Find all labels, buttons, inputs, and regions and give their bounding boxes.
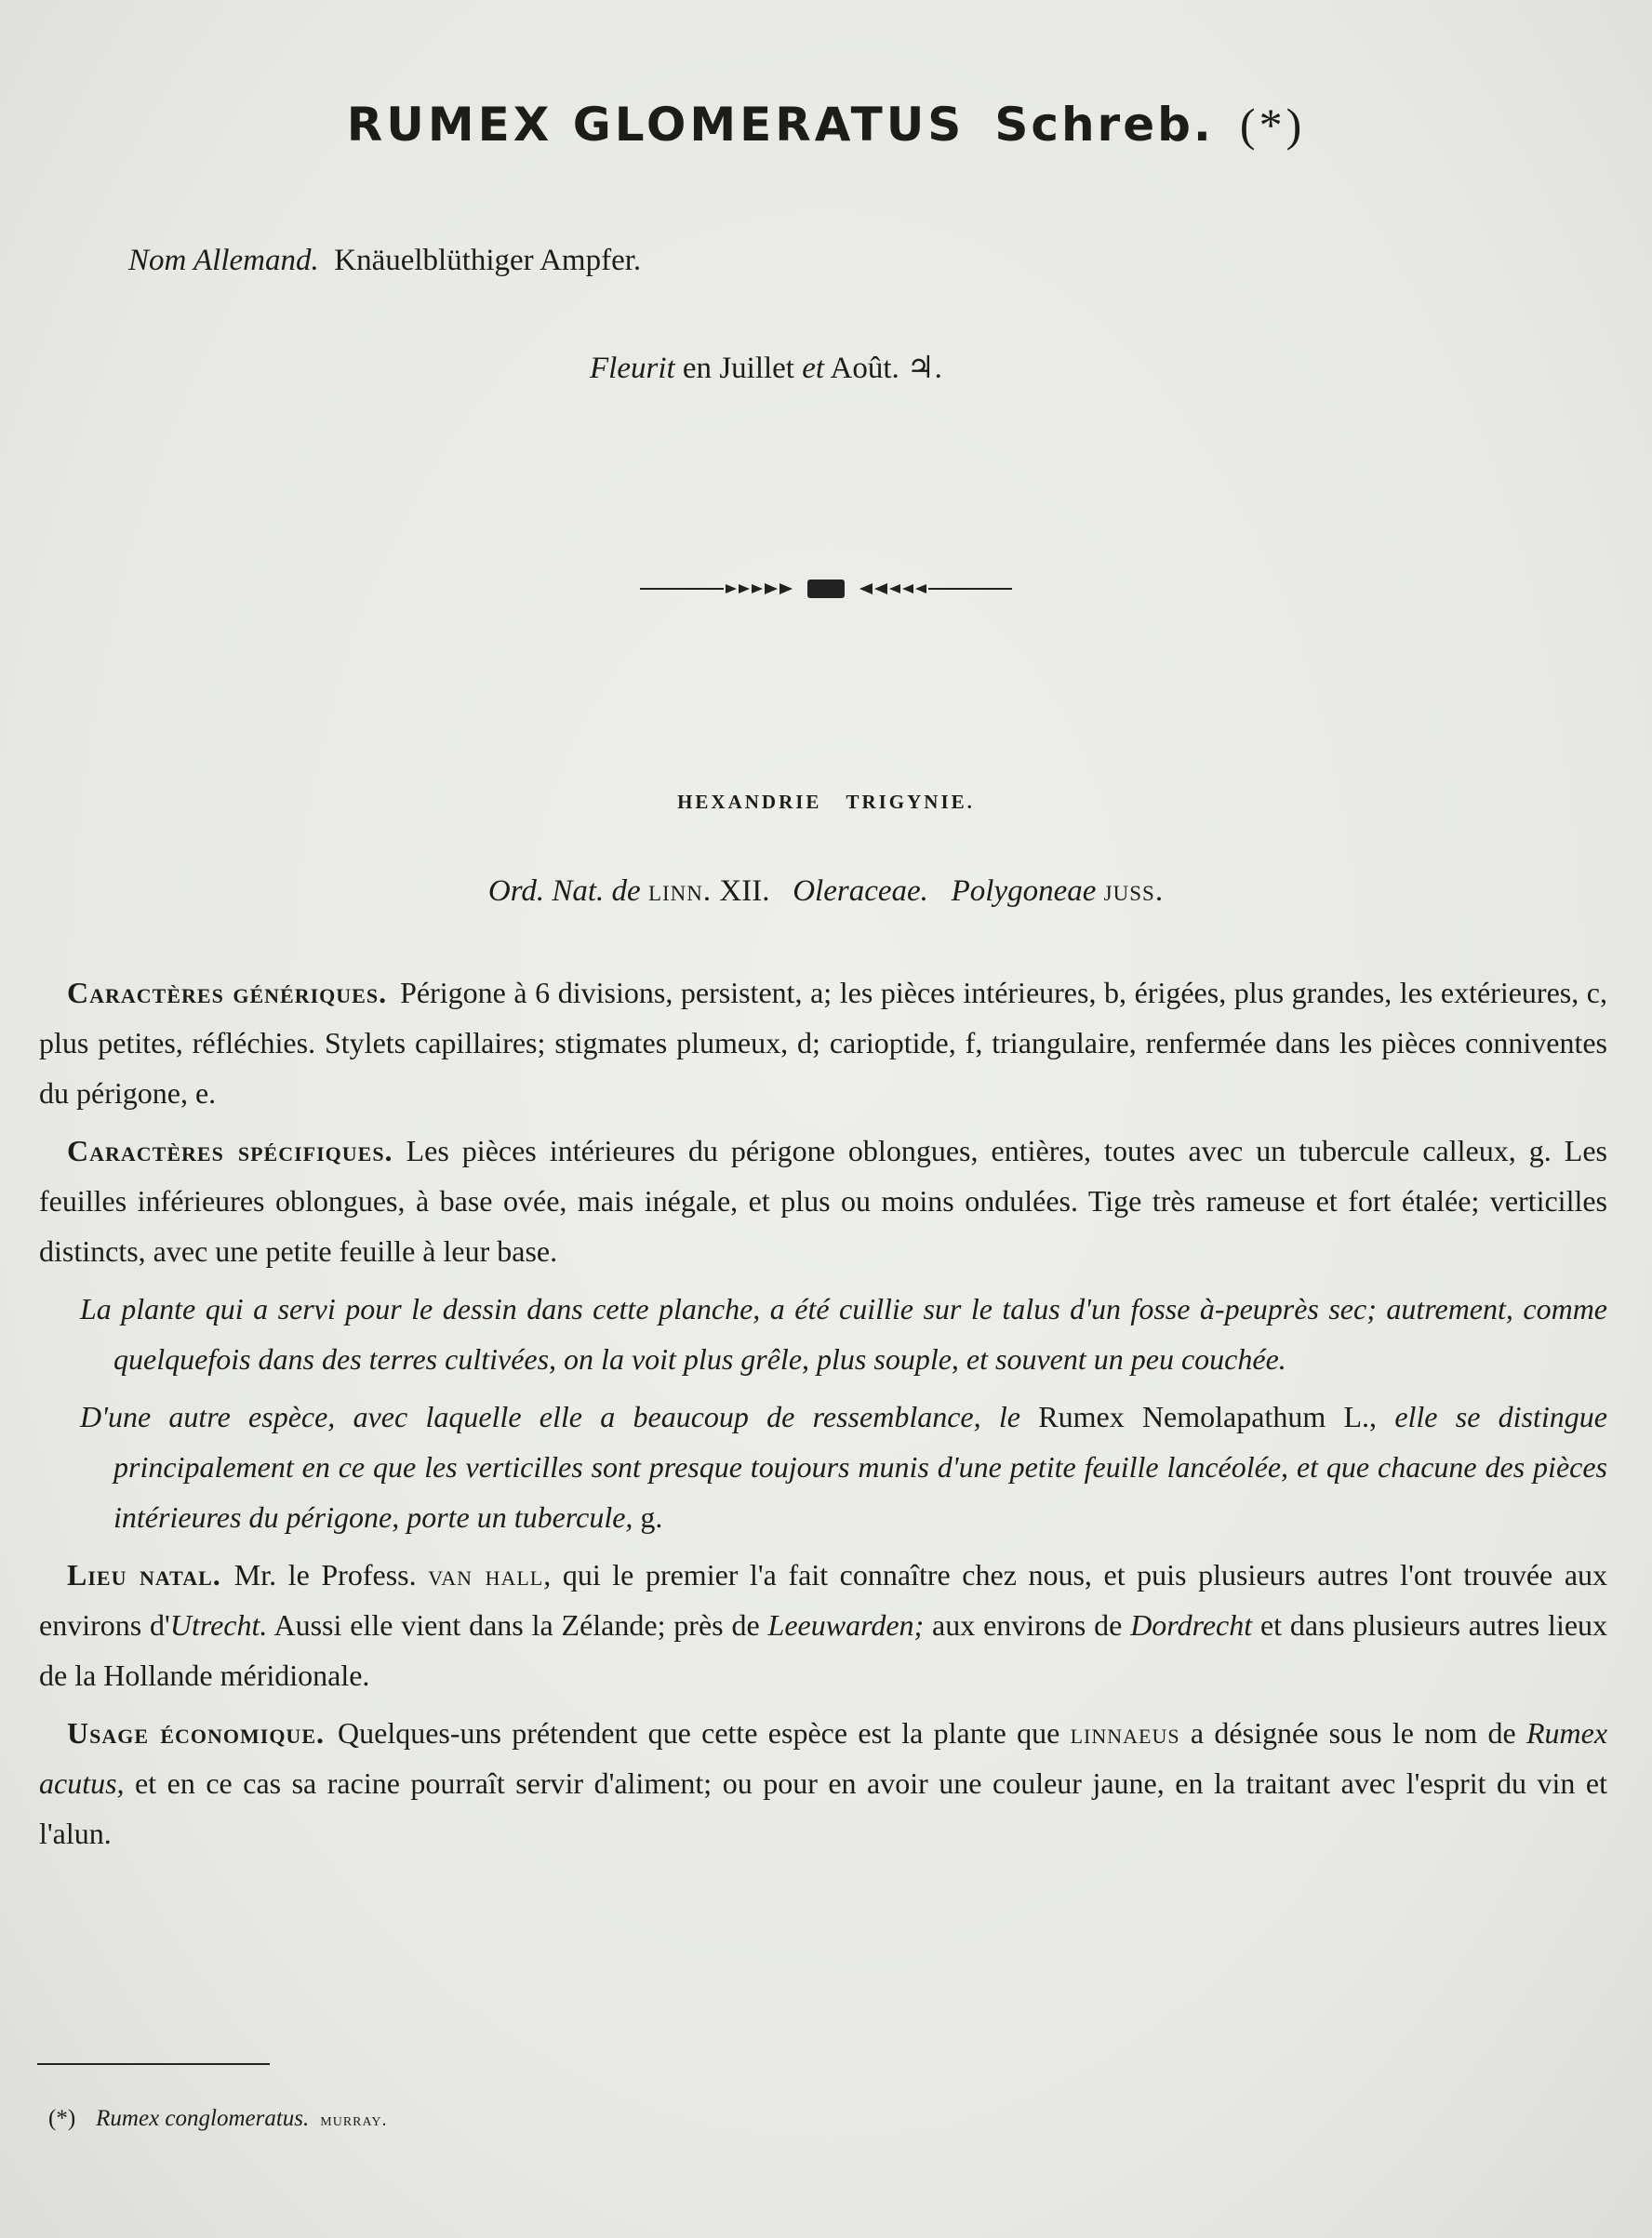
lieu-utrecht: Utrecht.	[169, 1608, 268, 1642]
ordnat-label: Ord. Nat. de	[487, 874, 641, 908]
generic-characters	[39, 967, 1607, 1118]
economic-usage	[39, 1708, 1607, 1858]
usage-part-b: a désignée sous le nom de	[1179, 1716, 1526, 1750]
footnote-name: Rumex conglomeratus.	[96, 2106, 310, 2131]
footnote-mark: (*)	[48, 2106, 76, 2131]
ordnat-polygoneae: Polygoneae	[951, 874, 1097, 908]
footnote-rule	[37, 2063, 270, 2065]
lieu-leeuwarden: Leeuwarden;	[767, 1608, 925, 1642]
ordnat-oleraceae: Oleraceae.	[793, 874, 928, 908]
lieu-dordrecht: Dordrecht	[1130, 1608, 1253, 1642]
flowering-et: et	[802, 352, 825, 385]
class-trigynie: TRIGYNIE.	[846, 791, 975, 813]
footnote-author: murray.	[320, 2110, 388, 2130]
note-plant-drawing: La plante qui a servi pour le dessin dans cette planche, a été cuillie sur le talus d'un fosse à-peuprès sec; autrement, comme quelquefois dans des terres cultivées, on la voit plus grêle, plus souple, et souvent un peu couchée.	[80, 1292, 1607, 1376]
usage-part-a: Quelques-uns prétendent que cette espèce est la plante que	[338, 1716, 1060, 1750]
usage-rumex-acutus: Rumex acutus,	[39, 1716, 1608, 1800]
description-body	[39, 967, 1607, 1866]
lieu-part-b: , qui le premier l'a fait connaître chez nous, et puis plusieurs autres l'ont trouvée aux environs d'	[39, 1558, 1608, 1642]
native-place	[39, 1550, 1607, 1700]
ordnat-num: XII.	[719, 874, 770, 908]
generic-text: Périgone à 6 divisions, persistent, a; les pièces intérieures, b, érigées, plus grandes, les extérieures, c, plus petites, réfléchies. Stylets capillaires; stigmates plumeux, d; carioptide, f, triangulaire, renfermée dans les pièces conniventes du périgone, e.	[39, 976, 1608, 1110]
species-author: Schreb.	[994, 98, 1214, 152]
flowering-month1: Juillet	[719, 352, 794, 385]
usage-linnaeus: linnaeus	[1070, 1716, 1180, 1750]
usage-heading: Usage économique.	[67, 1716, 325, 1750]
note2-part-c: elle se distingue principalement en ce que les verticilles sont presque toujours munis d'une petite feuille lancéolée, et que chacune des pièces intérieures du périgone, porte un tubercule,	[113, 1400, 1608, 1534]
german-name-label: Nom Allemand.	[128, 244, 319, 277]
flowering-label: Fleurit	[590, 352, 675, 385]
note2-part-d: g.	[640, 1500, 663, 1534]
german-name	[128, 244, 641, 278]
species-name: RUMEX GLOMERATUS	[346, 98, 966, 152]
class-hexandrie: HEXANDRIE	[677, 791, 822, 813]
lieu-part-a: Mr. le Profess.	[233, 1558, 417, 1592]
page-title	[0, 98, 1652, 152]
specific-characters	[39, 1126, 1607, 1276]
flowering-month2: Août.	[830, 352, 899, 385]
ornament-divider	[640, 577, 1012, 601]
german-name-value: Knäuelblüthiger Ampfer.	[334, 244, 642, 277]
lieu-van-hall: van hall	[428, 1558, 544, 1592]
footnote	[48, 2106, 387, 2132]
native-place-heading: Lieu natal.	[67, 1558, 221, 1592]
specific-heading: Caractères spécifiques.	[67, 1134, 393, 1167]
note2-part-a: D'une autre espèce, avec laquelle elle a beaucoup de ressemblance, le	[80, 1400, 1020, 1433]
perennial-symbol: ♃.	[907, 352, 942, 385]
flowering-time	[590, 349, 942, 386]
footnote-reference: (*)	[1239, 99, 1306, 151]
ordnat-linn: linn.	[647, 874, 713, 908]
natural-order	[0, 874, 1652, 909]
lieu-part-c: Aussi elle vient dans la Zélande; près de	[267, 1608, 768, 1642]
note2-rumex-nemolapathum: Rumex Nemolapathum L.,	[1038, 1400, 1378, 1433]
generic-heading: Caractères génériques.	[67, 976, 388, 1009]
lieu-part-e: et dans plusieurs autres lieux de la Hollande méridionale.	[39, 1608, 1608, 1692]
flowering-en: en	[682, 352, 713, 385]
usage-part-c: et en ce cas sa racine pourraît servir d'aliment; ou pour en avoir une couleur jaune, en la traitant avec l'esprit du vin et l'alun.	[39, 1766, 1607, 1850]
linnaean-class	[0, 791, 1652, 814]
note-similar-species	[39, 1392, 1607, 1542]
lieu-part-d: aux environs de	[924, 1608, 1131, 1642]
specific-text: Les pièces intérieures du périgone oblongues, entières, toutes avec un tubercule calleux, g. Les feuilles inférieures oblongues, à base ovée, mais inégale, et plus ou moins ondulées. Tige très rameuse et fort étalée; verticilles distincts, avec une petite feuille à leur base.	[39, 1134, 1608, 1268]
ordnat-juss: juss.	[1103, 874, 1165, 908]
